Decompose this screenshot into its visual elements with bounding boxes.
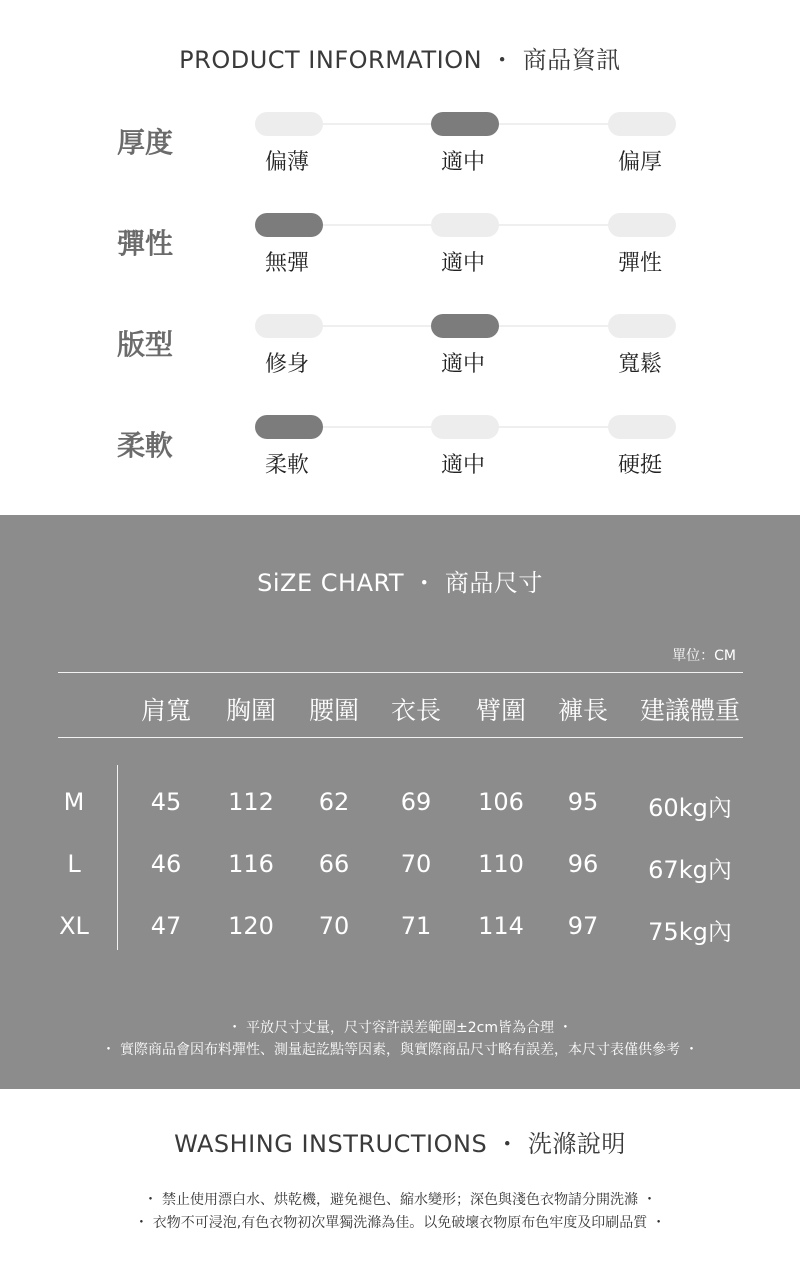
scale-option-label: 適中 — [441, 150, 486, 175]
scale-option-label: 適中 — [441, 453, 486, 478]
size-chart-title: SiZE CHART ・ 商品尺寸 — [257, 569, 543, 597]
scale-indicator — [608, 112, 676, 136]
table-cell: 116 — [228, 850, 274, 878]
table-cell: 120 — [228, 912, 274, 940]
scale-indicator-selected — [255, 415, 323, 439]
size-column-divider — [117, 765, 118, 950]
table-cell: 62 — [318, 788, 350, 816]
scale-indicator-selected — [255, 213, 323, 237]
table-cell: 67kg內 — [648, 856, 732, 884]
size-label: M — [63, 788, 85, 816]
column-header: 胸圍 — [225, 696, 277, 725]
scale-indicator-selected — [431, 112, 499, 136]
scale-indicator-selected — [431, 314, 499, 338]
column-header: 建議體重 — [639, 696, 741, 725]
table-cell: 112 — [228, 788, 274, 816]
scale-indicator — [431, 213, 499, 237]
scale-indicator — [608, 415, 676, 439]
attribute-name: 彈性 — [117, 227, 174, 260]
scale-indicator — [255, 112, 323, 136]
scale-option-label: 彈性 — [618, 251, 663, 276]
washing-line-1: ・ 禁止使用漂白水、烘乾機，避免褪色、縮水變形；深色與淺色衣物請分開洗滌 ・ — [143, 1192, 657, 1208]
scale-option-label: 適中 — [441, 251, 486, 276]
scale-option-label: 無彈 — [265, 251, 310, 276]
size-label: XL — [59, 912, 89, 940]
attribute-row — [0, 202, 800, 282]
table-cell: 46 — [150, 850, 182, 878]
table-top-rule — [58, 672, 743, 673]
table-header-rule — [58, 737, 743, 738]
column-header: 肩寬 — [140, 696, 192, 725]
table-cell: 66 — [318, 850, 350, 878]
table-cell: 60kg內 — [648, 794, 732, 822]
attribute-row — [0, 303, 800, 383]
scale-option-label: 適中 — [441, 352, 486, 377]
column-header: 腰圍 — [308, 696, 360, 725]
attribute-name: 版型 — [117, 328, 174, 361]
scale-indicator — [608, 213, 676, 237]
washing-title: WASHING INSTRUCTIONS ・ 洗滌說明 — [174, 1130, 626, 1158]
table-cell: 45 — [150, 788, 182, 816]
scale-indicator — [608, 314, 676, 338]
attribute-name: 厚度 — [117, 126, 174, 159]
table-cell: 95 — [567, 788, 599, 816]
unit-label: 單位：CM — [672, 648, 736, 664]
table-cell: 106 — [478, 788, 524, 816]
column-header: 褲長 — [557, 696, 609, 725]
scale-option-label: 修身 — [265, 352, 310, 377]
size-note-1: ・ 平放尺寸丈量，尺寸容許誤差範圍±2cm皆為合理 ・ — [227, 1020, 573, 1036]
attribute-row — [0, 404, 800, 484]
washing-line-2: ・ 衣物不可浸泡,有色衣物初次單獨洗滌為佳。以免破壞衣物原布色牢度及印刷品質 ・ — [134, 1215, 666, 1231]
table-cell: 75kg內 — [648, 918, 732, 946]
scale-option-label: 硬挺 — [618, 453, 663, 478]
table-cell: 70 — [400, 850, 432, 878]
size-label: L — [67, 850, 81, 878]
scale-option-label: 偏薄 — [265, 150, 310, 175]
scale-indicator — [255, 314, 323, 338]
size-note-2: ・ 實際商品會因布料彈性、測量起訖點等因素，與實際商品尺寸略有誤差，本尺寸表僅供參考 ・ — [101, 1042, 699, 1058]
attribute-name: 柔軟 — [117, 429, 174, 462]
scale-option-label: 柔軟 — [265, 453, 310, 478]
column-header: 臂圍 — [475, 696, 527, 725]
size-chart-section — [0, 515, 800, 1089]
table-cell: 47 — [150, 912, 182, 940]
table-cell: 110 — [478, 850, 524, 878]
column-header: 衣長 — [390, 696, 442, 725]
scale-option-label: 寬鬆 — [618, 352, 663, 377]
table-cell: 69 — [400, 788, 432, 816]
scale-option-label: 偏厚 — [618, 150, 663, 175]
attribute-row — [0, 101, 800, 181]
table-cell: 70 — [318, 912, 350, 940]
table-cell: 71 — [400, 912, 432, 940]
scale-indicator — [431, 415, 499, 439]
table-cell: 114 — [478, 912, 524, 940]
table-cell: 97 — [567, 912, 599, 940]
product-info-title: PRODUCT INFORMATION ・ 商品資訊 — [179, 46, 621, 74]
table-cell: 96 — [567, 850, 599, 878]
